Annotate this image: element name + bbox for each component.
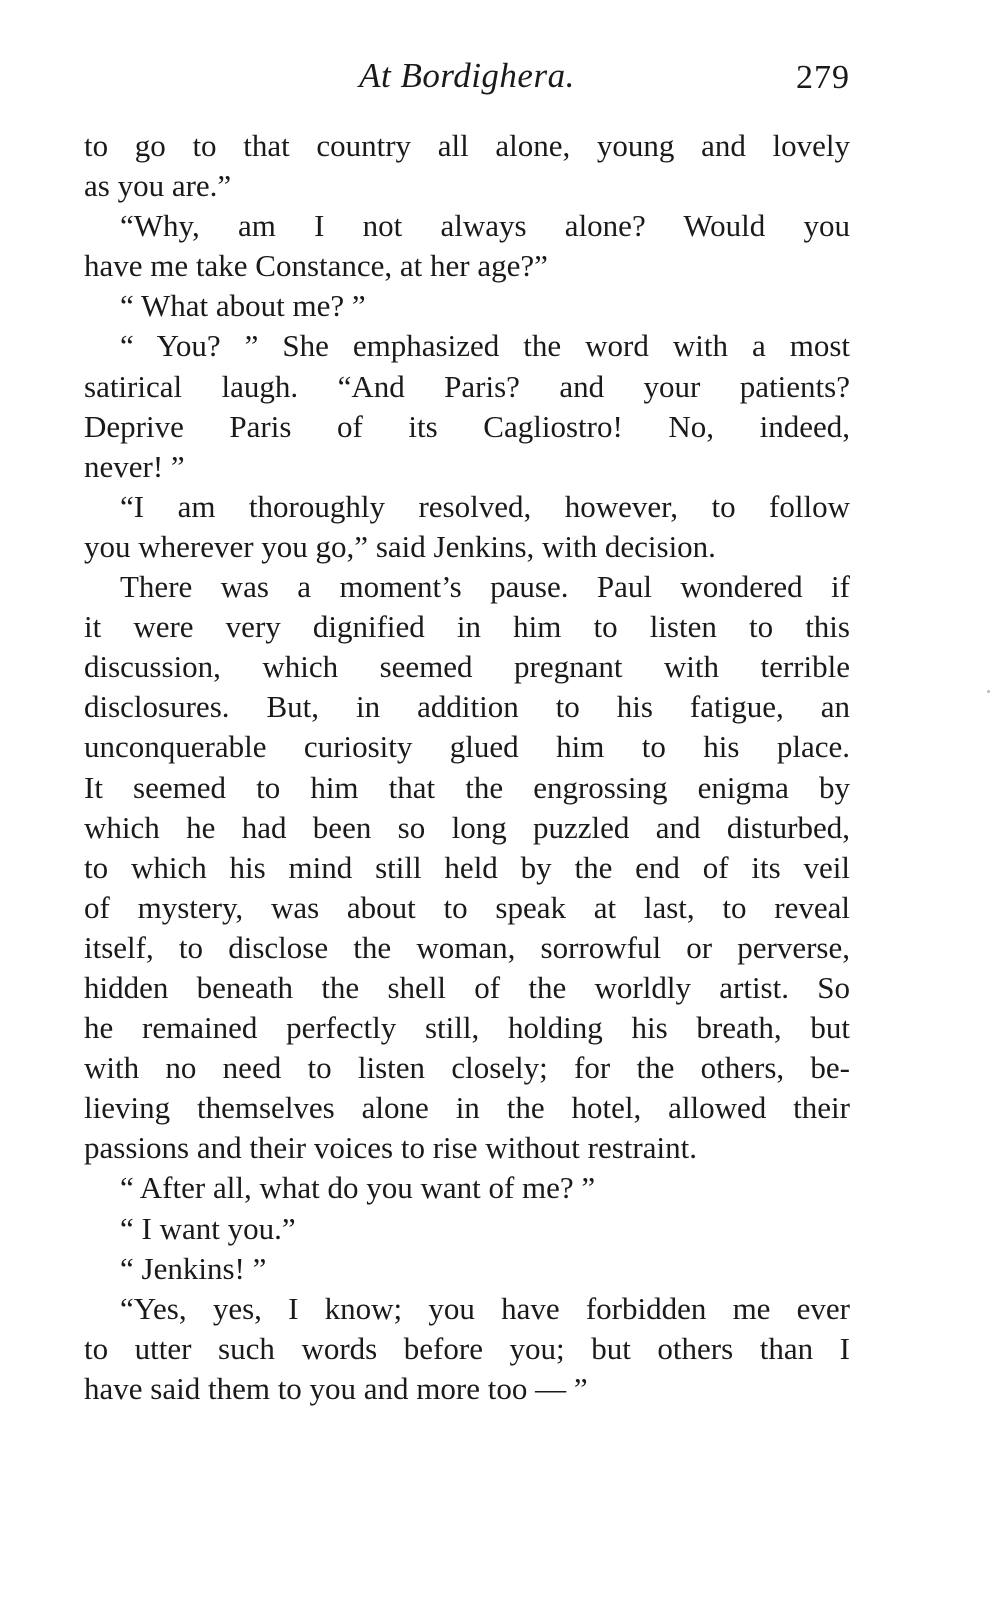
- text-line: unconquerable curiosity glued him to his place.: [84, 729, 850, 765]
- text-line: he remained perfectly still, holding his breath, but: [84, 1010, 850, 1046]
- text-line: which he had been so long puzzled and disturbed,: [84, 809, 850, 845]
- text-line: “Why, am I not always alone? Would you: [120, 208, 850, 244]
- text-line: satirical laugh. “And Paris? and your patients?: [84, 368, 850, 404]
- text-line: never! ”: [84, 448, 185, 484]
- text-line: There was a moment’s pause. Paul wondered if: [120, 569, 850, 605]
- text-line: as you are.”: [84, 168, 232, 204]
- text-line: lieving themselves alone in the hotel, allowed their: [84, 1090, 850, 1126]
- text-line: “Yes, yes, I know; you have forbidden me ever: [120, 1290, 850, 1326]
- text-line: “ After all, what do you want of me? ”: [120, 1170, 596, 1206]
- page-number: 279: [796, 59, 850, 96]
- body-text: [84, 126, 850, 1409]
- text-line: “I am thoroughly resolved, however, to follow: [120, 488, 850, 524]
- text-line: discussion, which seemed pregnant with terrible: [84, 649, 850, 685]
- text-line: have said them to you and more too — ”: [84, 1370, 588, 1406]
- page-header: [84, 52, 850, 104]
- text-line: “ You? ” She emphasized the word with a most: [120, 328, 850, 364]
- text-line: hidden beneath the shell of the worldly artist. So: [84, 969, 850, 1005]
- text-line: you wherever you go,” said Jenkins, with decision.: [84, 528, 716, 564]
- paper-speck: [987, 690, 990, 693]
- running-title: At Bordighera.: [359, 56, 575, 95]
- text-line: to utter such words before you; but others than I: [84, 1330, 850, 1366]
- text-line: disclosures. But, in addition to his fatigue, an: [84, 689, 850, 725]
- text-line: “ I want you.”: [120, 1210, 296, 1246]
- text-line: It seemed to him that the engrossing enigma by: [84, 769, 850, 805]
- text-line: passions and their voices to rise without restraint.: [84, 1130, 697, 1166]
- text-line: itself, to disclose the woman, sorrowful or perverse,: [84, 929, 850, 965]
- text-line: have me take Constance, at her age?”: [84, 248, 548, 284]
- text-line: “ What about me? ”: [120, 288, 366, 324]
- text-line: of mystery, was about to speak at last, to reveal: [84, 889, 850, 925]
- text-line: with no need to listen closely; for the others, be-: [84, 1050, 850, 1086]
- text-line: “ Jenkins! ”: [120, 1250, 267, 1286]
- text-line: it were very dignified in him to listen to this: [84, 609, 850, 645]
- text-line: Deprive Paris of its Cagliostro! No, indeed,: [84, 408, 850, 444]
- text-line: to which his mind still held by the end of its veil: [84, 849, 850, 885]
- text-line: to go to that country all alone, young and lovely: [84, 128, 850, 163]
